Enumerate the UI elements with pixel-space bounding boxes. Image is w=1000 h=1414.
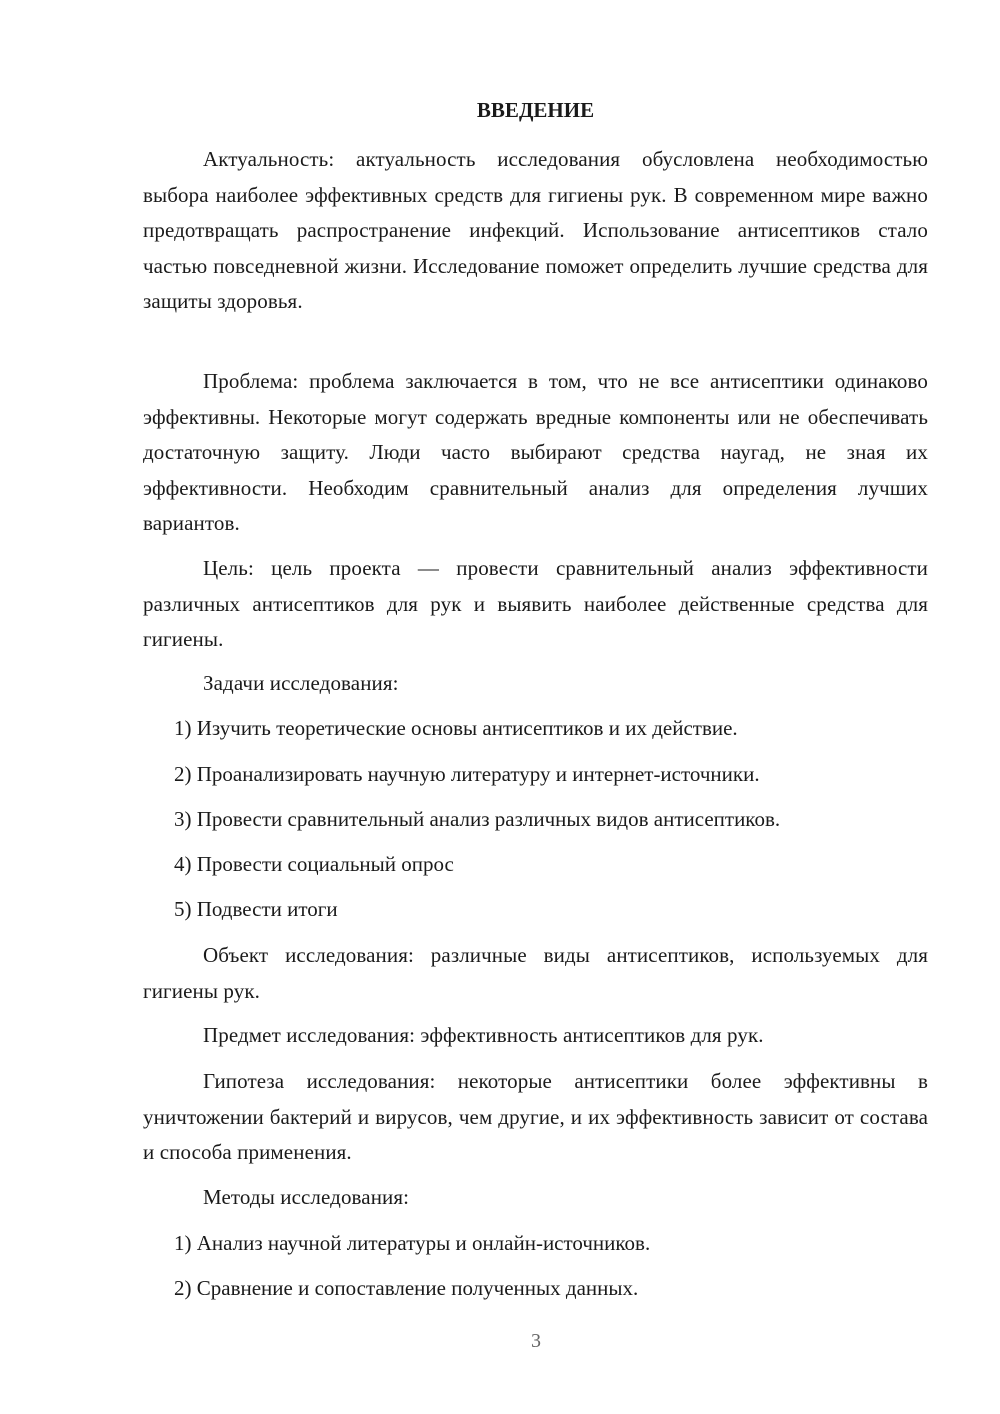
goal-paragraph: Цель: цель проекта — провести сравнительный анализ эффективности различных антисептиков для рук и выявить наиболее действенные средства для гигиены. [143, 556, 928, 651]
page-title: ВВЕДЕНИЕ [476, 98, 595, 122]
tasks-heading: Задачи исследования: [203, 671, 399, 695]
task-item: 3) Провести сравнительный анализ различных видов антисептиков. [174, 807, 781, 831]
problem-paragraph: Проблема: проблема заключается в том, что не все антисептики одинаково эффективны. Некоторые могут содержать вредные компоненты или не обеспечивать достаточную защиту. Люди часто выбирают средства наугад, не зная их эффективности. Необходим сравнительный анализ для определения лучших вариантов. [143, 369, 928, 535]
relevance-paragraph: Актуальность: актуальность исследования обусловлена необходимостью выбора наиболее эффективных средств для гигиены рук. В современном мире важно предотвращать распространение инфекций. Использование антисептиков стало частью повседневной жизни. Исследование поможет определить лучшие средства для защиты здоровья. [143, 147, 928, 313]
methods-heading: Методы исследования: [203, 1185, 410, 1209]
task-item: 4) Провести социальный опрос [174, 852, 454, 876]
task-item: 5) Подвести итоги [174, 897, 338, 921]
task-item: 2) Проанализировать научную литературу и интернет-источники. [174, 762, 760, 786]
method-item: 1) Анализ научной литературы и онлайн-источников. [174, 1231, 651, 1255]
hypothesis-paragraph: Гипотеза исследования: некоторые антисептики более эффективны в уничтожении бактерий и вирусов, чем другие, и их эффективность зависит от состава и способа применения. [143, 1069, 928, 1164]
method-item: 2) Сравнение и сопоставление полученных данных. [174, 1276, 639, 1300]
page-number: 3 [531, 1330, 541, 1352]
subject-paragraph: Предмет исследования: эффективность антисептиков для рук. [203, 1023, 764, 1047]
task-item: 1) Изучить теоретические основы антисептиков и их действие. [174, 716, 738, 740]
object-paragraph: Объект исследования: различные виды антисептиков, используемых для гигиены рук. [143, 943, 928, 1003]
